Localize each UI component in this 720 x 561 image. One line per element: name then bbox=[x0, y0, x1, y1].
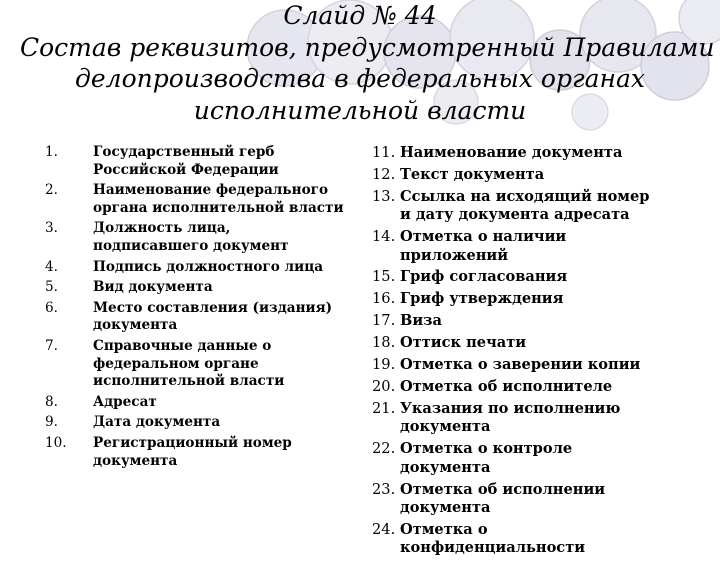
item-number: 24. bbox=[372, 520, 396, 538]
item-number: 21. bbox=[372, 399, 396, 417]
item-text bbox=[400, 228, 717, 265]
list-item bbox=[372, 440, 717, 477]
list-item bbox=[45, 414, 360, 432]
item-number: 22. bbox=[372, 440, 396, 458]
item-number: 18. bbox=[372, 334, 396, 352]
item-text bbox=[93, 144, 360, 179]
list-item bbox=[372, 356, 717, 374]
item-line: Гриф утверждения bbox=[400, 290, 564, 308]
list-item bbox=[372, 521, 717, 558]
item-number: 6. bbox=[45, 299, 58, 316]
item-line: Вид документа bbox=[93, 279, 213, 296]
item-text bbox=[93, 435, 360, 470]
item-line: документа bbox=[93, 317, 178, 334]
item-line: Дата документа bbox=[93, 414, 221, 431]
list-item bbox=[372, 290, 717, 308]
item-number: 12. bbox=[372, 165, 396, 183]
item-text bbox=[400, 378, 717, 396]
list-item bbox=[45, 144, 360, 179]
list-item bbox=[372, 144, 717, 162]
item-line: исполнительной власти bbox=[93, 373, 285, 390]
item-text bbox=[93, 394, 360, 412]
item-line: Должность лица, bbox=[93, 220, 231, 237]
list-item bbox=[45, 279, 360, 297]
list-item bbox=[372, 312, 717, 330]
item-text bbox=[400, 312, 717, 330]
item-line: приложений bbox=[400, 246, 509, 264]
item-text bbox=[400, 481, 717, 518]
item-text bbox=[93, 414, 360, 432]
item-number: 8. bbox=[45, 393, 58, 410]
item-text bbox=[93, 338, 360, 391]
item-number: 16. bbox=[372, 290, 396, 308]
item-line: Отметка об исполнении bbox=[400, 480, 606, 498]
item-text bbox=[93, 279, 360, 297]
list-item bbox=[372, 378, 717, 396]
item-line: Отметка о bbox=[400, 520, 488, 538]
slide-title bbox=[20, 0, 715, 126]
item-text bbox=[93, 259, 360, 277]
list-item bbox=[372, 268, 717, 286]
list-item bbox=[372, 166, 717, 184]
item-line: Отметка о наличии bbox=[400, 228, 567, 246]
item-text bbox=[400, 521, 717, 558]
item-line: Гриф согласования bbox=[400, 268, 568, 286]
item-number: 7. bbox=[45, 337, 58, 354]
item-line: федеральном органе bbox=[93, 355, 259, 372]
item-line: Указания по исполнению bbox=[400, 399, 621, 417]
item-text bbox=[400, 334, 717, 352]
title-line: Слайд № 44 bbox=[283, 1, 437, 30]
item-number: 19. bbox=[372, 356, 396, 374]
item-line: документа bbox=[400, 458, 491, 476]
item-line: Отметка о заверении копии bbox=[400, 356, 641, 374]
list-item bbox=[372, 188, 717, 225]
list-item bbox=[45, 394, 360, 412]
item-text bbox=[400, 290, 717, 308]
item-text bbox=[93, 182, 360, 217]
item-text bbox=[400, 188, 717, 225]
item-number: 4. bbox=[45, 258, 58, 275]
item-line: подписавшего документ bbox=[93, 237, 289, 254]
item-text bbox=[400, 440, 717, 477]
item-line: и дату документа адресата bbox=[400, 206, 630, 224]
item-number: 10. bbox=[45, 434, 67, 451]
item-line: Государственный герб bbox=[93, 144, 275, 160]
list-item bbox=[45, 300, 360, 335]
item-line: Виза bbox=[400, 312, 442, 330]
item-number: 15. bbox=[372, 268, 396, 286]
title-line: делопроизводства в федеральных органах bbox=[75, 64, 645, 93]
title-line: исполнительной власти bbox=[193, 95, 527, 125]
item-line: документа bbox=[93, 452, 178, 469]
item-number: 2. bbox=[45, 182, 58, 199]
item-line: Текст документа bbox=[400, 165, 545, 183]
item-line: органа исполнительной власти bbox=[93, 199, 344, 216]
item-number: 17. bbox=[372, 312, 396, 330]
left-requisites-list bbox=[45, 144, 360, 473]
item-line: Российской Федерации bbox=[93, 161, 279, 178]
item-number: 5. bbox=[45, 279, 58, 296]
item-line: Ссылка на исходящий номер bbox=[400, 187, 650, 205]
item-line: Место составления (издания) bbox=[93, 299, 333, 316]
item-line: документа bbox=[400, 418, 491, 436]
list-item bbox=[372, 481, 717, 518]
right-requisites-list bbox=[372, 144, 717, 561]
list-item bbox=[45, 182, 360, 217]
item-number: 13. bbox=[372, 187, 396, 205]
item-text bbox=[400, 166, 717, 184]
item-line: Подпись должностного лица bbox=[93, 258, 324, 275]
item-text bbox=[400, 144, 717, 162]
item-number: 9. bbox=[45, 414, 58, 431]
item-text bbox=[400, 400, 717, 437]
title-line: Состав реквизитов, предусмотренный Правилами bbox=[20, 32, 715, 62]
list-item bbox=[45, 220, 360, 255]
list-item bbox=[45, 338, 360, 391]
item-number: 1. bbox=[45, 144, 58, 160]
item-text bbox=[400, 268, 717, 286]
item-line: Оттиск печати bbox=[400, 334, 527, 352]
item-line: Адресат bbox=[93, 393, 157, 410]
item-text bbox=[93, 220, 360, 255]
item-number: 23. bbox=[372, 480, 396, 498]
item-line: Отметка о контроле bbox=[400, 440, 573, 458]
item-number: 3. bbox=[45, 220, 58, 237]
list-item bbox=[45, 435, 360, 470]
item-line: Наименование федерального bbox=[93, 182, 329, 199]
item-line: Регистрационный номер bbox=[93, 434, 292, 451]
item-number: 11. bbox=[372, 144, 396, 161]
list-item bbox=[372, 334, 717, 352]
item-line: конфиденциальности bbox=[400, 539, 586, 557]
item-text bbox=[400, 356, 717, 374]
item-number: 20. bbox=[372, 377, 396, 395]
item-line: Отметка об исполнителе bbox=[400, 377, 613, 395]
list-item bbox=[45, 259, 360, 277]
item-line: документа bbox=[400, 498, 491, 516]
item-text bbox=[93, 300, 360, 335]
item-number: 14. bbox=[372, 228, 396, 246]
list-item bbox=[372, 228, 717, 265]
item-line: Наименование документа bbox=[400, 144, 623, 161]
list-item bbox=[372, 400, 717, 437]
item-line: Справочные данные о bbox=[93, 337, 272, 354]
